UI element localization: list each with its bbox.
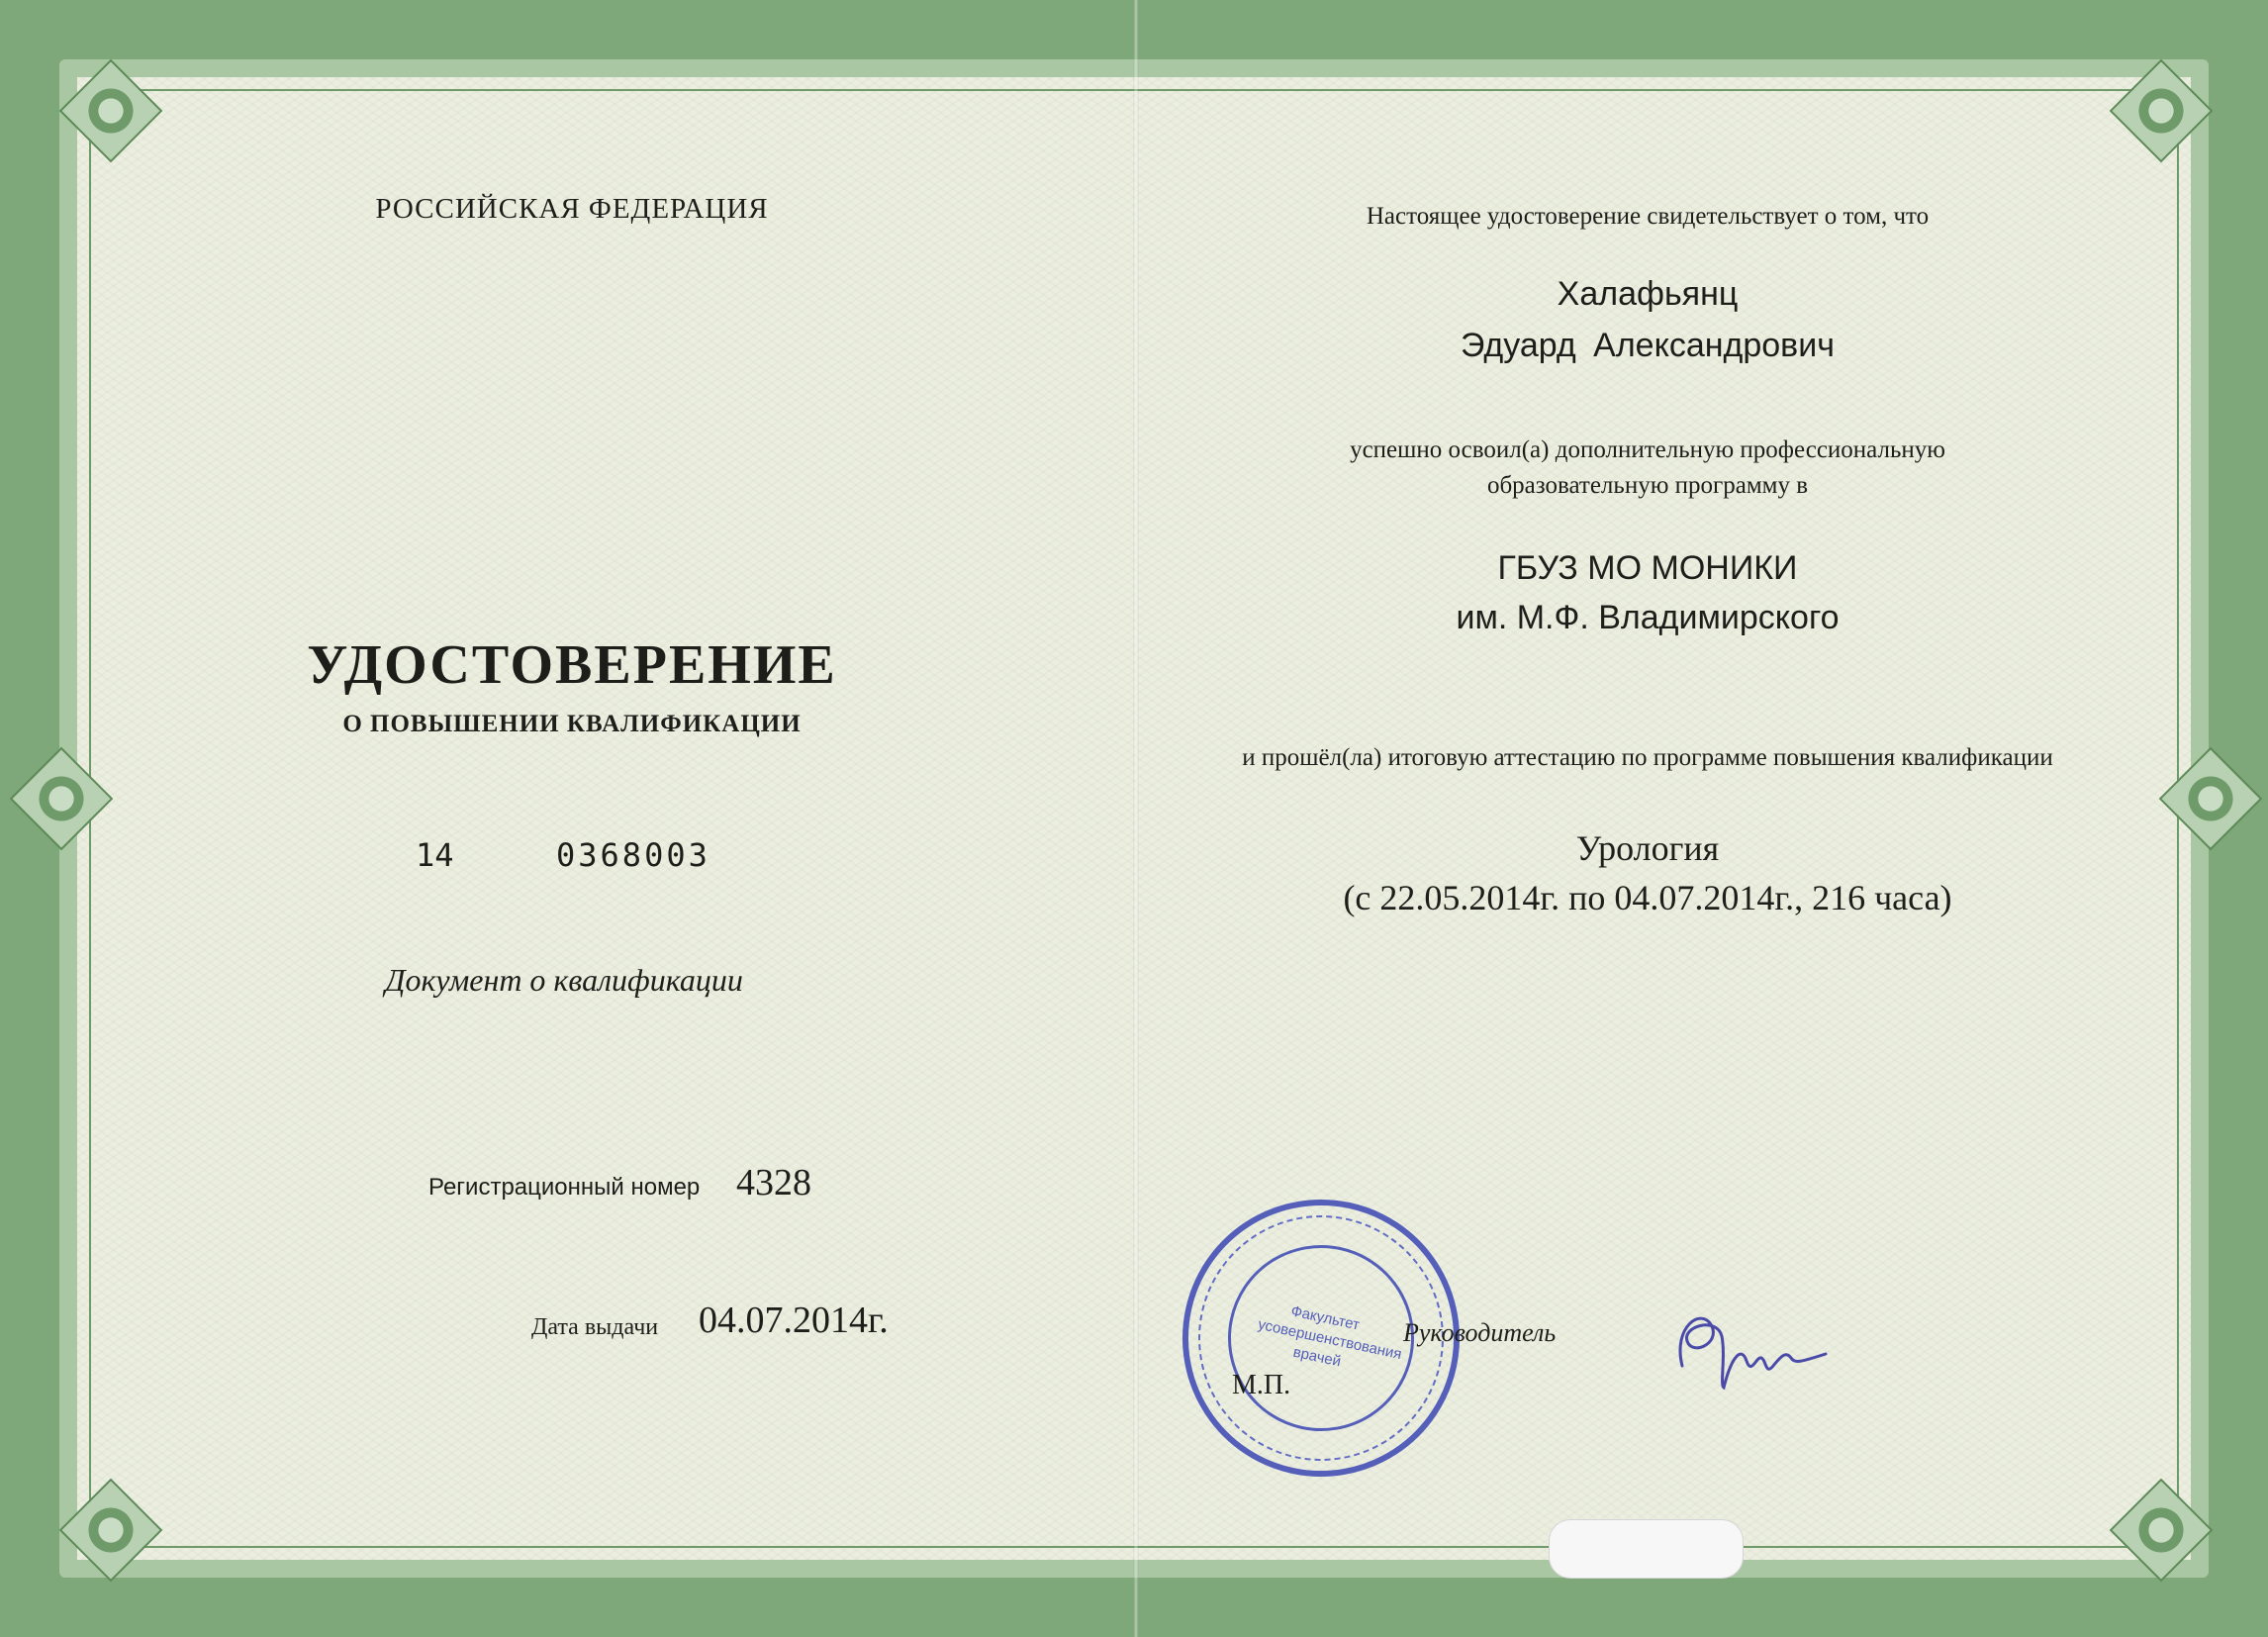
seal-label: М.П. <box>1232 1370 1291 1400</box>
document-type: Документ о квалификации <box>385 962 743 998</box>
holder-given-names: Эдуард Александрович <box>1461 327 1835 364</box>
country-heading: РОССИЙСКАЯ ФЕДЕРАЦИЯ <box>375 193 769 225</box>
reg-number-value: 4328 <box>736 1162 811 1204</box>
organization-line1: ГБУЗ МО МОНИКИ <box>1497 549 1798 587</box>
mastered-text-line1: успешно освоил(а) дополнительную профессиональную <box>1350 436 1945 463</box>
issue-date-label: Дата выдачи <box>531 1314 659 1340</box>
document-number: 0368003 <box>556 836 710 874</box>
series-number: 14 <box>416 836 454 874</box>
center-fold <box>1133 0 1139 1637</box>
reg-number-label: Регистрационный номер <box>428 1174 701 1201</box>
hologram-sticker <box>1549 1519 1744 1579</box>
intro-text: Настоящее удостоверение свидетельствует о том, что <box>1366 203 1930 230</box>
document-subtitle: О ПОВЫШЕНИИ КВАЛИФИКАЦИИ <box>342 711 802 737</box>
attestation-text: и прошёл(ла) итоговую аттестацию по программе повышения квалификации <box>1242 744 2053 771</box>
program-name: Урология <box>1575 828 1720 868</box>
mastered-text-line2: образовательную программу в <box>1486 472 1809 499</box>
holder-surname: Халафьянц <box>1557 275 1739 313</box>
signature-icon <box>1662 1297 1841 1405</box>
program-period: (с 22.05.2014г. по 04.07.2014г., 216 часа) <box>1343 878 1952 917</box>
head-label: Руководитель <box>1403 1318 1557 1347</box>
document-title: УДОСТОВЕРЕНИЕ <box>307 634 837 696</box>
issue-date-value: 04.07.2014г. <box>699 1300 889 1341</box>
organization-line2: им. М.Ф. Владимирского <box>1456 599 1840 636</box>
stamp-text: Факультет усовершенствования врачей <box>1256 1302 1403 1371</box>
